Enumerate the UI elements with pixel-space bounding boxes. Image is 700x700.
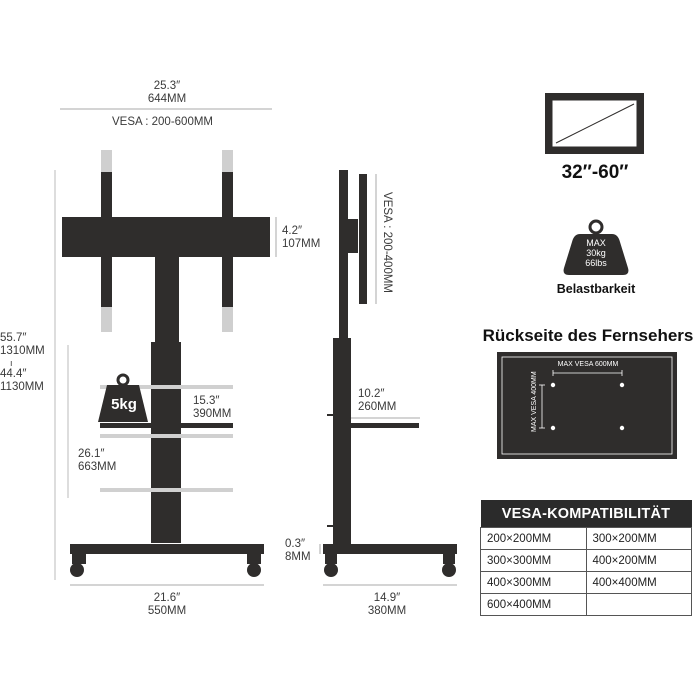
load-max: MAX: [586, 238, 606, 248]
mount-hole: [620, 383, 624, 387]
side-left-caster: [324, 563, 338, 577]
vesa-table-header: VESA-KOMPATIBILITÄT: [481, 500, 692, 528]
shelf-height-mm: 663MM: [78, 461, 117, 473]
base-thickness-dimension: [285, 538, 311, 564]
width-in: 25.3″: [153, 80, 181, 92]
base-width-in: 21.6″: [153, 592, 181, 604]
side-bracket: [359, 174, 367, 304]
base-depth-mm: 380MM: [367, 605, 407, 617]
width-mm: 644MM: [147, 93, 187, 105]
weight-tag-label: 5kg: [111, 396, 137, 413]
base-thickness-in: 0.3″: [285, 538, 306, 550]
shelf-height-in: 26.1″: [78, 448, 105, 460]
height-min-mm: 1130MM: [0, 381, 44, 393]
height-max-mm: 1310MM: [0, 345, 45, 357]
table-row: [481, 572, 692, 594]
shelf-depth-mm: 260MM: [358, 401, 397, 413]
mount-bracket: [62, 217, 270, 257]
vesa-compatibility-table: [480, 500, 692, 616]
shelf-width-dimension: [193, 395, 231, 421]
right-arm-bottom-cap: [222, 307, 233, 332]
mount-hole: [551, 383, 555, 387]
left-caster: [70, 563, 84, 577]
height-min-in: 44.4″: [0, 368, 27, 380]
shelf-width-mm: 390MM: [193, 408, 232, 420]
side-upper-column: [339, 170, 348, 338]
table-cell: 600×400MM: [481, 594, 587, 616]
table-cell: 400×200MM: [586, 550, 692, 572]
bracket-dimension: [282, 225, 320, 251]
table-cell: 300×300MM: [481, 550, 587, 572]
base-depth-in: 14.9″: [373, 592, 401, 604]
shelf-width-in: 15.3″: [193, 395, 220, 407]
side-right-caster: [442, 563, 456, 577]
shelf-depth-in: 10.2″: [358, 388, 385, 400]
table-cell: 300×200MM: [586, 528, 692, 550]
base: [70, 544, 264, 554]
right-arm-top-cap: [222, 150, 233, 172]
table-cell: [586, 594, 692, 616]
left-arm-bottom-cap: [101, 307, 112, 332]
screen-size-label: 32″-60″: [561, 162, 629, 183]
bottom-shelf-guide: [100, 488, 233, 492]
table-row: [481, 550, 692, 572]
left-arm-top-cap: [101, 150, 112, 172]
height-dimension: [0, 332, 45, 394]
side-lower-column: [333, 338, 351, 544]
height-max-in: 55.7″: [0, 332, 27, 344]
tv-icon: [545, 93, 644, 154]
vesa-range-label: VESA : 200-600MM: [112, 116, 213, 128]
load-caption: Belastbarkeit: [556, 282, 636, 296]
shelf: [100, 423, 233, 428]
base-depth-dimension: [360, 592, 414, 618]
table-row: [481, 528, 692, 550]
back-panel-title: Rückseite des Fernsehers: [482, 326, 694, 345]
max-vesa-horizontal: MAX VESA 600MM: [557, 361, 619, 368]
table-cell: 400×300MM: [481, 572, 587, 594]
upper-column: [155, 257, 179, 342]
front-width-dimension: [140, 80, 194, 106]
base-width-dimension: [140, 592, 194, 618]
shelf-height-dimension: [78, 448, 116, 474]
bracket-mm: 107MM: [282, 238, 321, 250]
table-cell: 400×400MM: [586, 572, 692, 594]
tv-back-panel: [497, 352, 677, 459]
max-vesa-vertical: MAX VESA 400MM: [531, 371, 538, 432]
side-shelf: [351, 423, 419, 428]
base-width-mm: 550MM: [147, 605, 187, 617]
load-kg: 30kg: [586, 248, 606, 258]
load-icon-text: [568, 238, 624, 268]
lower-shelf-guide: [100, 434, 233, 438]
right-caster: [247, 563, 261, 577]
side-base: [323, 544, 457, 554]
height-separator: ı: [10, 358, 13, 368]
table-cell: 200×200MM: [481, 528, 587, 550]
table-row: [481, 594, 692, 616]
base-thickness-mm: 8MM: [285, 551, 311, 563]
mount-hole: [620, 426, 624, 430]
shelf-depth-dimension: [358, 388, 396, 414]
load-lbs: 66lbs: [585, 258, 607, 268]
lower-column: [151, 342, 181, 543]
mount-hole: [551, 426, 555, 430]
bracket-in: 4.2″: [282, 225, 303, 237]
side-vesa-vertical-label: VESA : 200-400MM: [381, 192, 393, 293]
